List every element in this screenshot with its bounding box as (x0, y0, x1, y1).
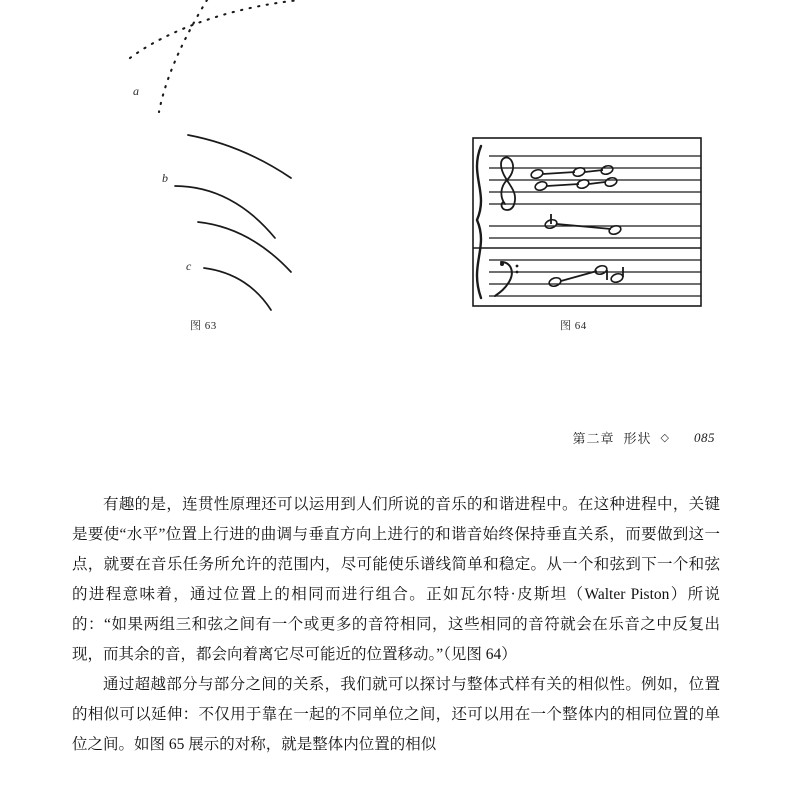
figure-63-label-c: c (186, 259, 192, 273)
page-body (72, 490, 720, 760)
figure-63-caption: 图 63 (190, 320, 217, 332)
page-number: 085 (694, 429, 715, 445)
diamond-icon: ◇ (660, 432, 669, 444)
figure-63-label-a: a (133, 84, 139, 98)
running-head (573, 428, 716, 447)
running-head-section: 形状 (623, 431, 652, 446)
running-head-chapter: 第二章 (572, 431, 615, 446)
figures-area (0, 0, 790, 345)
figure-64-caption: 图 64 (560, 320, 587, 332)
figure-63-label-b: b (162, 171, 168, 185)
paragraph-1: 有趣的是，连贯性原理还可以运用到人们所说的音乐的和谐进程中。在这种进程中，关键是要使“水平”位置上行进的曲调与垂直方向上进行的和谐音始终保持垂直关系，而要做到这一点，就要在音乐任务所允许的范围内，尽可能使乐谱线简单和稳定。从一个和弦到下一个和弦的进程意味着，通过位置上的相同而进行组合。正如瓦尔特·皮斯坦（Walter Piston）所说的：“如果两组三和弦之间有一个或更多的音符相同，这些相同的音符就会在乐音之中反复出现，而其余的音，都会向着离它尽可能近的位置移动。”（见图 64） (72, 496, 720, 663)
figure-64-musical-score (455, 130, 705, 320)
paragraph-2: 通过超越部分与部分之间的关系，我们就可以探讨与整体式样有关的相似性。例如，位置的相似可以延伸：不仅用于靠在一起的不同单位之间，还可以用在一个整体内的相同位置的单位之间。如图 65 展示的对称，就是整体内位置的相似 (72, 676, 720, 753)
figure-63-drawing (95, 0, 385, 320)
